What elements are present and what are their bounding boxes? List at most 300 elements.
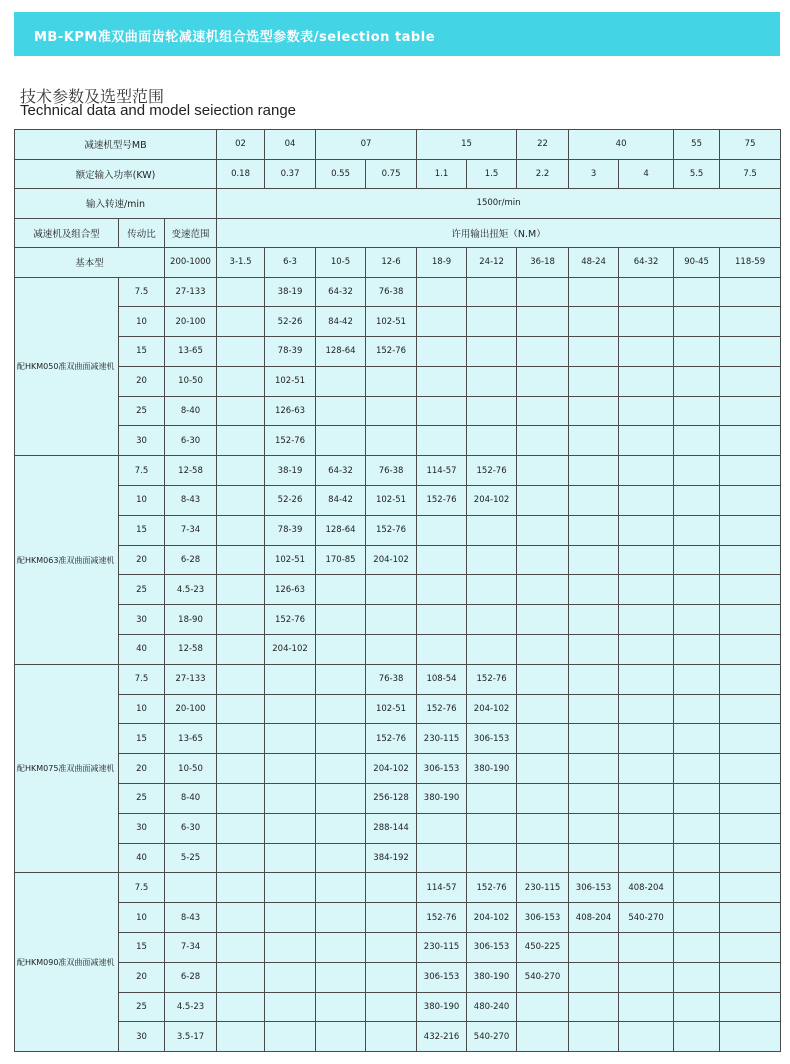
power-value: 2.2 xyxy=(517,159,569,189)
torque-value: 126-63 xyxy=(265,575,316,605)
torque-value xyxy=(720,754,781,784)
torque-value xyxy=(619,277,674,307)
range-value: 8-43 xyxy=(165,903,217,933)
torque-value xyxy=(517,1022,569,1052)
torque-value: 76-38 xyxy=(366,664,417,694)
torque-value: 306-153 xyxy=(569,873,619,903)
group-name: 配HKM090准双曲面减速机 xyxy=(15,873,119,1052)
torque-value xyxy=(619,843,674,873)
table-row xyxy=(15,903,781,933)
torque-value xyxy=(517,396,569,426)
basic-torque: 3-1.5 xyxy=(217,248,265,278)
torque-value xyxy=(517,754,569,784)
torque-value xyxy=(674,962,720,992)
torque-value: 408-204 xyxy=(619,873,674,903)
range-value: 8-40 xyxy=(165,396,217,426)
torque-value: 408-204 xyxy=(569,903,619,933)
torque-value xyxy=(619,784,674,814)
torque-value xyxy=(674,605,720,635)
ratio-value: 25 xyxy=(119,575,165,605)
torque-value xyxy=(417,366,467,396)
power-value: 0.55 xyxy=(316,159,366,189)
torque-value: 102-51 xyxy=(265,545,316,575)
torque-value xyxy=(217,337,265,367)
table-row xyxy=(15,456,781,486)
torque-value: 480-240 xyxy=(467,992,517,1022)
range-value: 4.5-23 xyxy=(165,992,217,1022)
torque-value xyxy=(619,426,674,456)
selection-table-body xyxy=(15,130,781,1052)
range-value: 6-28 xyxy=(165,962,217,992)
ratio-value: 20 xyxy=(119,962,165,992)
torque-value xyxy=(265,873,316,903)
torque-value xyxy=(720,545,781,575)
torque-value xyxy=(619,366,674,396)
ratio-value: 20 xyxy=(119,754,165,784)
torque-value xyxy=(569,337,619,367)
model-number: 15 xyxy=(417,130,517,160)
torque-value: 384-192 xyxy=(366,843,417,873)
torque-value xyxy=(366,903,417,933)
torque-value: 230-115 xyxy=(417,724,467,754)
torque-value xyxy=(217,635,265,665)
torque-value xyxy=(674,366,720,396)
torque-value xyxy=(517,545,569,575)
torque-value xyxy=(517,724,569,754)
torque-value xyxy=(366,873,417,903)
torque-value xyxy=(569,366,619,396)
torque-value xyxy=(265,962,316,992)
table-row xyxy=(15,843,781,873)
column-header-row xyxy=(15,218,781,248)
torque-value xyxy=(569,575,619,605)
torque-value xyxy=(720,962,781,992)
torque-value xyxy=(720,366,781,396)
torque-value xyxy=(217,664,265,694)
torque-value xyxy=(517,605,569,635)
speed-value: 1500r/min xyxy=(217,189,781,219)
torque-value: 306-153 xyxy=(417,962,467,992)
torque-value xyxy=(265,813,316,843)
range-value: 10-50 xyxy=(165,366,217,396)
torque-value xyxy=(569,813,619,843)
torque-value xyxy=(619,992,674,1022)
basic-row xyxy=(15,248,781,278)
ratio-value: 20 xyxy=(119,545,165,575)
torque-value xyxy=(316,903,366,933)
torque-value xyxy=(217,1022,265,1052)
title-banner xyxy=(14,12,780,56)
torque-value xyxy=(217,694,265,724)
torque-value xyxy=(217,396,265,426)
range-value: 5-25 xyxy=(165,843,217,873)
torque-value xyxy=(619,664,674,694)
torque-value: 152-76 xyxy=(265,426,316,456)
torque-value xyxy=(619,396,674,426)
torque-value xyxy=(517,575,569,605)
ratio-value: 15 xyxy=(119,724,165,754)
torque-value xyxy=(517,694,569,724)
subtitle-english: Technical data and model seiection range xyxy=(20,102,297,119)
torque-value: 540-270 xyxy=(619,903,674,933)
torque-value xyxy=(720,903,781,933)
torque-value: 256-128 xyxy=(366,784,417,814)
torque-value xyxy=(217,307,265,337)
torque-value xyxy=(720,724,781,754)
range-value: 6-28 xyxy=(165,545,217,575)
torque-value xyxy=(217,903,265,933)
torque-value xyxy=(265,992,316,1022)
range-value: 20-100 xyxy=(165,307,217,337)
torque-value xyxy=(217,426,265,456)
model-number: 04 xyxy=(265,130,316,160)
torque-value: 152-76 xyxy=(467,664,517,694)
range-value: 3.5-17 xyxy=(165,1022,217,1052)
torque-value: 540-270 xyxy=(467,1022,517,1052)
power-value: 4 xyxy=(619,159,674,189)
speed-row xyxy=(15,189,781,219)
torque-value xyxy=(517,426,569,456)
torque-value xyxy=(316,962,366,992)
ratio-value: 40 xyxy=(119,843,165,873)
torque-value xyxy=(569,724,619,754)
torque-value xyxy=(569,992,619,1022)
torque-value xyxy=(674,337,720,367)
torque-value xyxy=(674,694,720,724)
torque-value xyxy=(720,337,781,367)
basic-torque: 64-32 xyxy=(619,248,674,278)
torque-value xyxy=(217,813,265,843)
torque-value xyxy=(569,754,619,784)
torque-value xyxy=(720,813,781,843)
torque-value xyxy=(569,486,619,516)
range-value: 18-90 xyxy=(165,605,217,635)
ratio-value: 15 xyxy=(119,515,165,545)
torque-value xyxy=(569,456,619,486)
torque-value xyxy=(467,813,517,843)
model-row xyxy=(15,130,781,160)
torque-value xyxy=(569,396,619,426)
model-number: 22 xyxy=(517,130,569,160)
power-value: 5.5 xyxy=(674,159,720,189)
torque-value xyxy=(316,396,366,426)
torque-value xyxy=(217,784,265,814)
torque-value: 152-76 xyxy=(265,605,316,635)
torque-value xyxy=(619,456,674,486)
torque-value xyxy=(467,545,517,575)
torque-value xyxy=(517,992,569,1022)
torque-value xyxy=(316,366,366,396)
ratio-value: 30 xyxy=(119,813,165,843)
range-value: 4.5-23 xyxy=(165,575,217,605)
range-value: 6-30 xyxy=(165,426,217,456)
torque-value: 102-51 xyxy=(366,307,417,337)
ratio-value: 25 xyxy=(119,396,165,426)
ratio-value: 7.5 xyxy=(119,456,165,486)
torque-value xyxy=(217,724,265,754)
torque-value xyxy=(417,515,467,545)
torque-value xyxy=(467,277,517,307)
torque-value xyxy=(316,694,366,724)
torque-value: 102-51 xyxy=(366,486,417,516)
torque-value xyxy=(316,635,366,665)
table-row xyxy=(15,635,781,665)
power-value: 0.37 xyxy=(265,159,316,189)
table-row xyxy=(15,426,781,456)
torque-value xyxy=(316,605,366,635)
torque-value xyxy=(619,337,674,367)
torque-value xyxy=(619,635,674,665)
torque-value xyxy=(619,605,674,635)
torque-value xyxy=(517,635,569,665)
torque-value xyxy=(417,635,467,665)
torque-value xyxy=(366,426,417,456)
torque-value: 152-76 xyxy=(366,724,417,754)
torque-value xyxy=(316,664,366,694)
torque-value xyxy=(674,992,720,1022)
torque-value: 230-115 xyxy=(517,873,569,903)
torque-value: 64-32 xyxy=(316,456,366,486)
torque-value xyxy=(467,515,517,545)
torque-value xyxy=(674,545,720,575)
torque-value: 152-76 xyxy=(417,694,467,724)
power-value: 3 xyxy=(569,159,619,189)
torque-value: 52-26 xyxy=(265,307,316,337)
range-value: 27-133 xyxy=(165,664,217,694)
torque-value: 380-190 xyxy=(417,784,467,814)
torque-value xyxy=(517,843,569,873)
torque-value: 84-42 xyxy=(316,307,366,337)
torque-value xyxy=(316,754,366,784)
torque-value xyxy=(720,664,781,694)
table-row xyxy=(15,337,781,367)
banner-title: MB-KPM准双曲面齿轮减速机组合选型参数表/selection table xyxy=(34,30,436,45)
torque-value xyxy=(217,366,265,396)
torque-value: 204-102 xyxy=(467,694,517,724)
torque-value xyxy=(366,605,417,635)
ratio-value: 40 xyxy=(119,635,165,665)
group-name: 配HKM063准双曲面减速机 xyxy=(15,456,119,665)
torque-value xyxy=(517,664,569,694)
power-value: 7.5 xyxy=(720,159,781,189)
torque-value xyxy=(316,933,366,963)
torque-value xyxy=(674,903,720,933)
torque-value xyxy=(217,843,265,873)
ratio-value: 15 xyxy=(119,337,165,367)
power-row xyxy=(15,159,781,189)
torque-value: 540-270 xyxy=(517,962,569,992)
torque-value xyxy=(517,366,569,396)
range-value: 10-50 xyxy=(165,754,217,784)
power-value: 0.18 xyxy=(217,159,265,189)
torque-value: 38-19 xyxy=(265,456,316,486)
basic-label: 基本型 xyxy=(15,248,165,278)
torque-value: 38-19 xyxy=(265,277,316,307)
torque-value xyxy=(569,515,619,545)
torque-value: 102-51 xyxy=(265,366,316,396)
torque-value xyxy=(674,396,720,426)
model-label: 减速机型号MB xyxy=(15,130,217,160)
torque-value: 152-76 xyxy=(467,873,517,903)
torque-value xyxy=(674,307,720,337)
torque-value xyxy=(569,307,619,337)
torque-value xyxy=(517,307,569,337)
torque-value xyxy=(674,843,720,873)
power-label: 额定输入功率(KW) xyxy=(15,159,217,189)
torque-value xyxy=(674,784,720,814)
torque-value xyxy=(674,456,720,486)
torque-value: 126-63 xyxy=(265,396,316,426)
ratio-value: 15 xyxy=(119,933,165,963)
torque-value xyxy=(217,873,265,903)
torque-value: 78-39 xyxy=(265,337,316,367)
torque-value: 152-76 xyxy=(467,456,517,486)
torque-value xyxy=(417,575,467,605)
torque-value: 170-85 xyxy=(316,545,366,575)
model-number: 07 xyxy=(316,130,417,160)
torque-value xyxy=(366,962,417,992)
ratio-value: 10 xyxy=(119,903,165,933)
torque-value xyxy=(720,694,781,724)
range-value: 7-34 xyxy=(165,515,217,545)
table-row xyxy=(15,724,781,754)
torque-value: 306-153 xyxy=(467,724,517,754)
torque-value xyxy=(569,605,619,635)
torque-value xyxy=(265,903,316,933)
selection-table xyxy=(14,129,781,1052)
torque-value: 204-102 xyxy=(467,486,517,516)
torque-value xyxy=(217,754,265,784)
group-name: 配HKM075准双曲面减速机 xyxy=(15,664,119,873)
model-number: 02 xyxy=(217,130,265,160)
table-row xyxy=(15,933,781,963)
torque-value xyxy=(569,962,619,992)
range-value: 12-58 xyxy=(165,635,217,665)
torque-value xyxy=(720,843,781,873)
torque-value xyxy=(569,784,619,814)
torque-value xyxy=(517,337,569,367)
torque-label: 许用输出扭矩（N.M） xyxy=(217,218,781,248)
torque-value xyxy=(674,277,720,307)
torque-value xyxy=(720,605,781,635)
torque-value xyxy=(720,992,781,1022)
torque-value xyxy=(619,575,674,605)
torque-value: 288-144 xyxy=(366,813,417,843)
range-value: 20-100 xyxy=(165,694,217,724)
torque-value xyxy=(569,843,619,873)
table-row xyxy=(15,515,781,545)
torque-value xyxy=(217,575,265,605)
torque-value xyxy=(569,545,619,575)
torque-value xyxy=(720,1022,781,1052)
ratio-label: 传动比 xyxy=(119,218,165,248)
ratio-value: 10 xyxy=(119,307,165,337)
torque-value xyxy=(467,784,517,814)
table-row xyxy=(15,277,781,307)
torque-value xyxy=(619,962,674,992)
torque-value xyxy=(720,515,781,545)
table-row xyxy=(15,366,781,396)
torque-value xyxy=(467,396,517,426)
table-row xyxy=(15,307,781,337)
torque-value xyxy=(316,724,366,754)
torque-value xyxy=(467,366,517,396)
torque-value xyxy=(467,575,517,605)
torque-value: 432-216 xyxy=(417,1022,467,1052)
table-row xyxy=(15,992,781,1022)
basic-torque: 118-59 xyxy=(720,248,781,278)
torque-value xyxy=(316,843,366,873)
torque-value: 108-54 xyxy=(417,664,467,694)
table-row xyxy=(15,575,781,605)
basic-torque: 12-6 xyxy=(366,248,417,278)
table-row xyxy=(15,1022,781,1052)
ratio-value: 7.5 xyxy=(119,664,165,694)
torque-value: 152-76 xyxy=(417,486,467,516)
torque-value: 306-153 xyxy=(467,933,517,963)
basic-torque: 36-18 xyxy=(517,248,569,278)
ratio-value: 25 xyxy=(119,992,165,1022)
torque-value xyxy=(720,575,781,605)
torque-value xyxy=(366,575,417,605)
torque-value xyxy=(569,664,619,694)
torque-value xyxy=(569,426,619,456)
torque-value: 152-76 xyxy=(366,337,417,367)
torque-value xyxy=(316,992,366,1022)
torque-value: 204-102 xyxy=(265,635,316,665)
ratio-value: 7.5 xyxy=(119,873,165,903)
torque-value xyxy=(674,664,720,694)
torque-value xyxy=(674,813,720,843)
torque-value xyxy=(417,426,467,456)
torque-value: 204-102 xyxy=(366,754,417,784)
torque-value: 152-76 xyxy=(366,515,417,545)
table-row xyxy=(15,754,781,784)
torque-value xyxy=(217,515,265,545)
torque-value xyxy=(467,337,517,367)
torque-value: 204-102 xyxy=(366,545,417,575)
torque-value xyxy=(720,933,781,963)
torque-value: 76-38 xyxy=(366,456,417,486)
torque-value: 64-32 xyxy=(316,277,366,307)
torque-value xyxy=(417,396,467,426)
torque-value xyxy=(674,635,720,665)
ratio-value: 10 xyxy=(119,486,165,516)
torque-value xyxy=(569,694,619,724)
torque-value xyxy=(517,456,569,486)
torque-value: 78-39 xyxy=(265,515,316,545)
torque-value xyxy=(674,754,720,784)
torque-value: 380-190 xyxy=(467,754,517,784)
torque-value: 152-76 xyxy=(417,903,467,933)
table-row xyxy=(15,396,781,426)
torque-value xyxy=(467,426,517,456)
basic-torque: 10-5 xyxy=(316,248,366,278)
torque-value xyxy=(517,277,569,307)
basic-torque: 6-3 xyxy=(265,248,316,278)
range-value: 27-133 xyxy=(165,277,217,307)
torque-value xyxy=(417,337,467,367)
torque-value: 114-57 xyxy=(417,456,467,486)
ratio-value: 20 xyxy=(119,366,165,396)
torque-value: 114-57 xyxy=(417,873,467,903)
torque-value xyxy=(720,456,781,486)
power-value: 1.5 xyxy=(467,159,517,189)
ratio-value: 30 xyxy=(119,426,165,456)
torque-value xyxy=(265,694,316,724)
torque-value xyxy=(674,426,720,456)
torque-value xyxy=(674,724,720,754)
